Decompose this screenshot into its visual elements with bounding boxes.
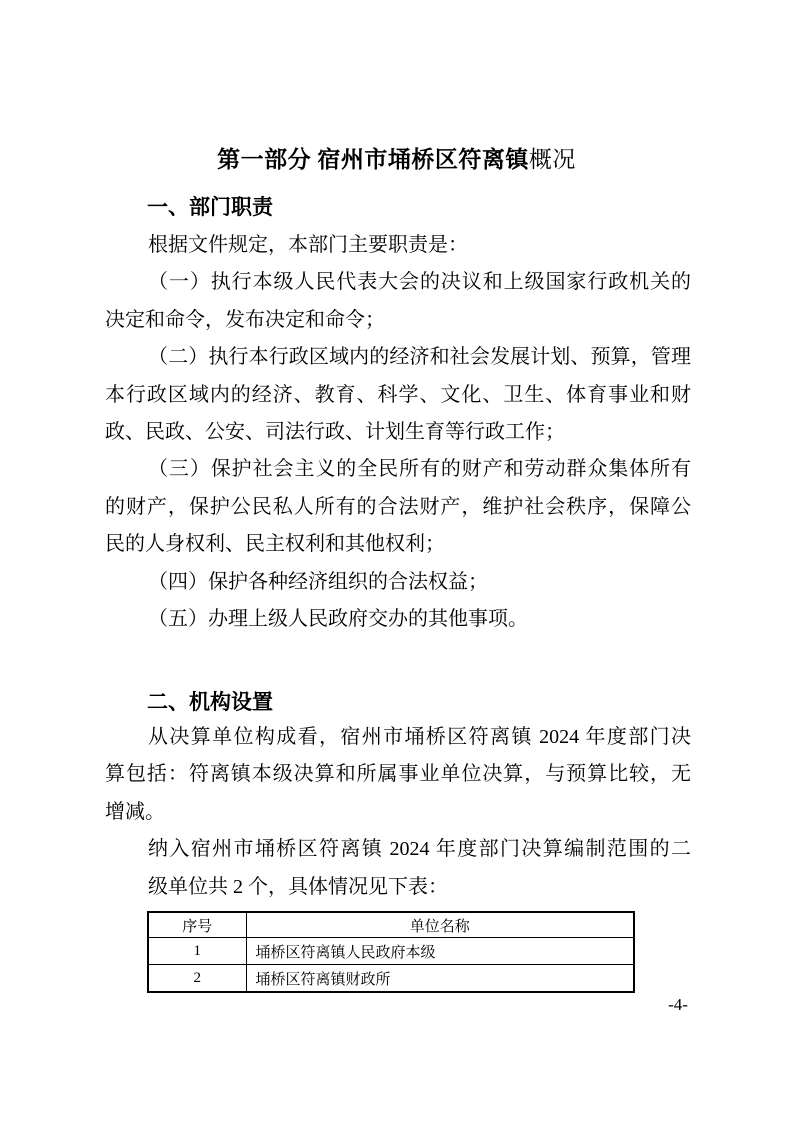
title-part-suffix: 概况 xyxy=(528,146,576,172)
table-cell-index: 2 xyxy=(148,965,246,993)
text-line: 政、民政、公安、司法行政、计划生育等行政工作； xyxy=(105,420,565,443)
text-line: 纳入宿州市埇桥区符离镇 2024 年度部门决算编制范围的二 xyxy=(148,838,691,861)
text-line: （四）保护各种经济组织的合法权益； xyxy=(148,570,488,593)
section-body-organization xyxy=(105,719,691,906)
text-line: 级单位共 2 个，具体情况见下表： xyxy=(148,875,448,898)
text-line: 增减。 xyxy=(105,800,165,823)
section-heading-organization: 二、机构设置 xyxy=(147,691,273,714)
text-line: 从决算单位构成看，宿州市埇桥区符离镇 2024 年度部门决 xyxy=(148,726,691,748)
table-cell-unit-name: 埇桥区符离镇人民政府本级 xyxy=(246,938,634,965)
page-number: -4- xyxy=(668,995,688,1014)
text-line: 决定和命令，发布决定和命令； xyxy=(105,308,385,331)
text-line: 的财产，保护公民私人所有的合法财产，维护社会秩序，保障公 xyxy=(105,495,691,518)
table-header-index: 序号 xyxy=(148,912,246,938)
table-row xyxy=(148,965,634,993)
table-cell-index: 1 xyxy=(148,938,246,965)
text-line: 本行政区域内的经济、教育、科学、文化、卫生、体育事业和财 xyxy=(105,383,691,406)
text-line: （二）执行本行政区域内的经济和社会发展计划、预算，管理 xyxy=(148,346,691,369)
units-table xyxy=(147,911,635,993)
table-cell-unit-name: 埇桥区符离镇财政所 xyxy=(246,965,634,993)
document-title xyxy=(0,142,793,177)
text-line: （五）办理上级人民政府交办的其他事项。 xyxy=(148,607,528,630)
section-heading-duties: 一、部门职责 xyxy=(147,196,273,219)
title-part-main: 第一部分 宿州市埇桥区符离镇 xyxy=(217,147,529,172)
text-line: 根据文件规定，本部门主要职责是： xyxy=(148,234,468,256)
text-line: 民的人身权利、民主权利和其他权利； xyxy=(105,533,445,556)
table-row xyxy=(148,938,634,965)
section-body-duties xyxy=(105,227,691,638)
table-header-unit-name: 单位名称 xyxy=(246,912,634,938)
text-line: （三）保护社会主义的全民所有的财产和劳动群众集体所有 xyxy=(148,458,691,481)
table-header-row xyxy=(148,912,634,938)
text-line: （一）执行本级人民代表大会的决议和上级国家行政机关的 xyxy=(148,271,691,294)
text-line: 算包括：符离镇本级决算和所属事业单位决算，与预算比较，无 xyxy=(105,763,691,786)
